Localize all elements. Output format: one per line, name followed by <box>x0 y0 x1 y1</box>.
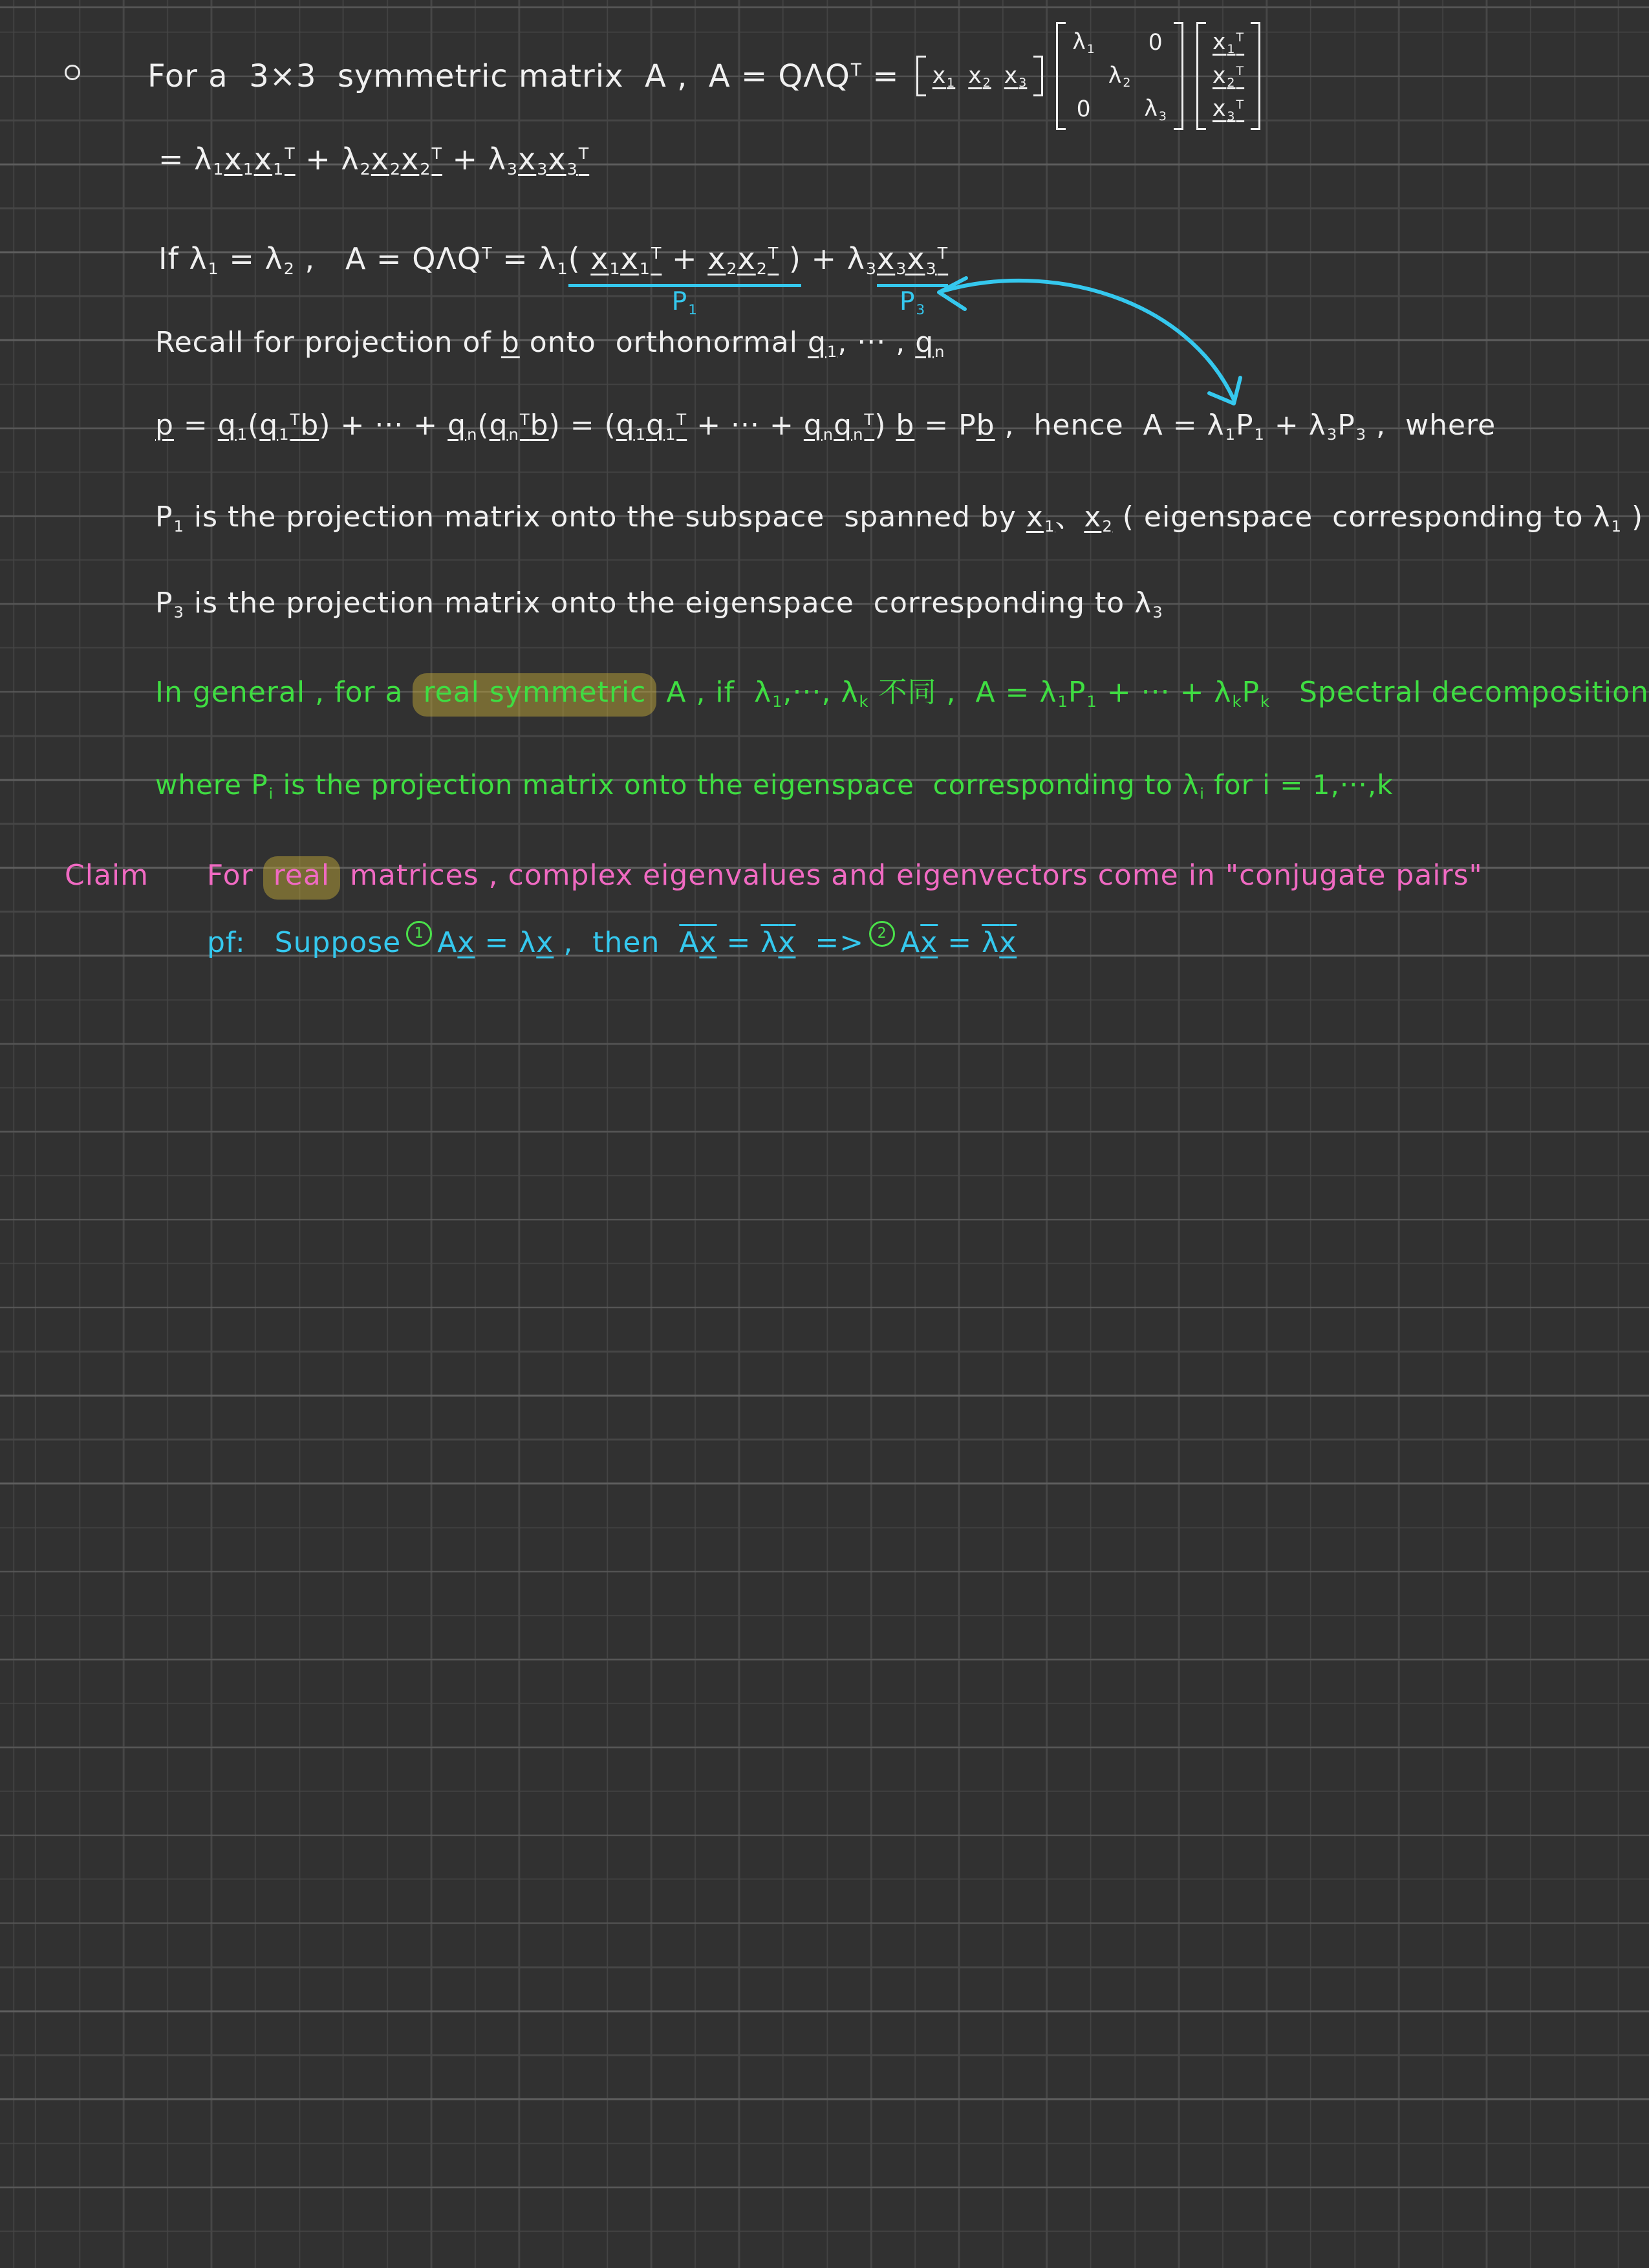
line-general-spectral: In general , for a real symmetric A , if λ1,···, λk 不同 , A = λ1P1 + ··· + λkPk Spectral decomposition <box>155 675 1649 711</box>
line-where-pi: where Pi is the projection matrix onto the eigenspace corresponding to λi for i = 1,···,k <box>155 769 1394 803</box>
line-recall-projection: Recall for projection of b onto orthonormal q1, ··· , qn <box>155 326 945 361</box>
line-p3-description: P3 is the projection matrix onto the eigenspace corresponding to λ3 <box>155 587 1163 621</box>
line-p1-description: P1 is the projection matrix onto the subspace spanned by x1、x2 ( eigenspace corresponding to λ1 ) <box>155 501 1644 535</box>
line-for-3x3-symmetric: For a 3×3 symmetric matrix A , $A = Q\Lambda Q^T$ = x1 x2 x3 λ1 0 λ2 0 λ3 $x1^T$ $x2^T$ $x3^T$ <box>147 22 1267 130</box>
line-if-lambda-equal: If λ1 = λ2 , $A = Q\Lambda Q^T = \lambda 1$( $x1x1^T + x2x2^T$ ) P1 + $\lambda 3x3x3^T$ P3 <box>158 241 949 318</box>
line-proof: pf: Suppose 1 Ax = λx , then $\overline{A}x = \overline{\lambda}x => 2$ $Ax = \overline{\lambda}x$ <box>207 925 1017 961</box>
line-projection-formula: $p = q1(q1^Tb)$ + ··· + $qn(qn^Tb) = (q1q1^T$ + ··· + qnqn$^T$) b = Pb , hence A = λ1P1 + λ3P3 , where <box>155 409 1496 444</box>
line-lambda-sum: = $\lambda 1x1x1^T + \lambda 2x2x2^T + \lambda 3x3x3^T$ <box>158 142 590 179</box>
line-claim: Claim For real matrices , complex eigenvalues and eigenvectors come in "conjugate pairs" <box>65 858 1483 893</box>
bullet-circle <box>65 65 80 80</box>
